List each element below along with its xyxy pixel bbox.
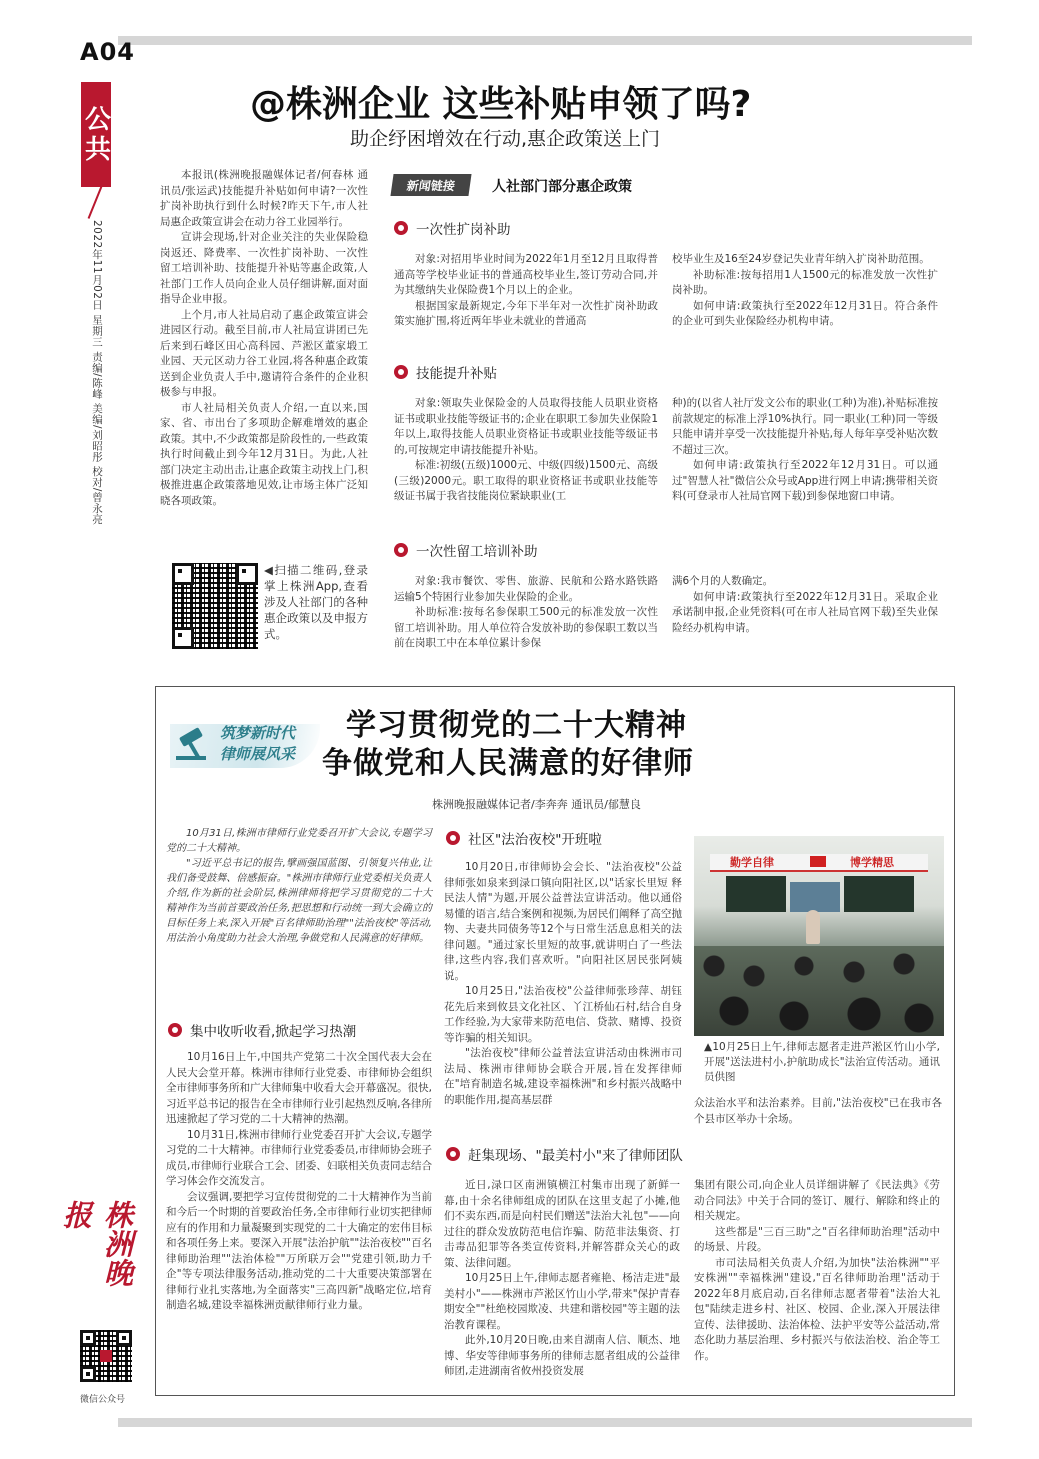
article1-qr-text: ◀扫描二维码,登录掌上株洲App,查看涉及人社部门的各种惠企政策以及申报方式。 (264, 563, 368, 641)
qr-seal-icon (100, 1350, 112, 1362)
screen (790, 882, 840, 912)
news-link-badge (390, 174, 471, 196)
sec2-para: 10月25日,"法治夜校"公益律师张珍萍、胡钰花先后来到攸县文化社区、丫江桥仙石村,结合自身工作经验,为大家带来防范电信、贷款、赌博、投资等诈骗的相关知识。 (444, 985, 682, 1044)
photo-banner-right: 博学精思 (850, 856, 894, 869)
students (694, 946, 944, 1036)
policy-para: 种)的(以省人社厅发文公布的职业(工种)为准),补贴标准按前款规定的标准上浮10%执行。同一职业(工种)同一等级只能申请并享受一次技能提升补贴,每人每年享受补贴次数不超过三次。 (672, 397, 938, 456)
article1-left-column (160, 168, 368, 509)
policy-section-title: 一次性留工培训补助 (416, 544, 538, 560)
article1-left-para: 本报讯(株洲晚报融媒体记者/何春林 通讯员/张运武)技能提升补贴如何申请?一次性扩岗补助执行到什么时候?昨天下午,市人社局惠企政策宣讲会在动力谷工业园举行。 (160, 169, 368, 228)
lead-para: 10月31日,株洲市律师行业党委召开扩大会议,专题学习党的二十大精神。 (166, 828, 432, 854)
article2-title-line2: 争做党和人民满意的好律师 (322, 746, 694, 781)
article2-section-heading (446, 1144, 683, 1164)
policy-para: 如何申请:政策执行至2022年12月31日。可以通过"智慧人社"微信公众号或App进行网上申请;携带相关资料(可登录市人社局官网下载)到参保地窗口申请。 (672, 459, 938, 502)
policy-section-title: 技能提升补贴 (416, 366, 497, 382)
classroom-photo (694, 836, 944, 1036)
article1-title: @株洲企业 这些补贴申领了吗? (250, 84, 752, 125)
article2-byline: 株洲晚报融媒体记者/李奔奔 通讯员/郁慧良 (432, 798, 641, 811)
policy-section-col2 (672, 252, 938, 330)
date-line: 2022年11月02日 星期三 责编/陈峰 美编/刘昭彤 校对/曾永亮 (91, 220, 103, 525)
policy-para: 校毕业生及16至24岁登记失业青年纳入扩岗补助范围。 (672, 253, 930, 265)
policy-para: 满6个月的人数确定。 (672, 575, 774, 587)
sec2-para: 10月20日,市律师协会会长、"法治夜校"公益律师张如泉来到渌口镇向阳社区,以"话家长里短 释民法人情"为题,开展公益普法宣讲活动。他以通俗易懂的语言,结合案例和视频,为居民们阐释了高空抛物、夫妻共同债务等12个与日常生活息息相关的法律问题。"通过家长里短的故事,就讲明白了一些法律,这些内容,我们喜欢听。"向阳社区居民张阿姨说。 (444, 861, 682, 982)
article2-section-heading (446, 828, 602, 848)
gavel-icon (176, 730, 210, 760)
sec3-para: 这些都是"三百三助"之"百名律师助治理"活动中的场景、片段。 (694, 1225, 940, 1253)
section-bullet-icon (446, 1147, 460, 1161)
sec2-para: "法治夜校"律师公益普法宣讲活动由株洲市司法局、株洲市律师协会联合开展,旨在发挥律师在"培育制造名城,建设幸福株洲"和乡村振兴战略中的职能作用,提高基层群 (444, 1047, 682, 1106)
section-bullet-icon (394, 365, 408, 379)
news-link-badge-label: 新闻链接 (405, 178, 456, 193)
brand-qr-code (80, 1330, 132, 1382)
section-bullet-icon (168, 1023, 182, 1037)
policy-section-heading (394, 540, 538, 560)
teacher (806, 910, 820, 944)
article1-qr-code (172, 563, 258, 649)
sec3-para: 10月25日上午,律师志愿者雍艳、杨洁走进"最美村小"——株洲市芦淞区竹山小学,带来"保护青春期安全""杜绝校园欺凌、共建和谐校园"等主题的法治教育课程。 (444, 1272, 680, 1331)
article2-sec3-col1 (444, 1178, 680, 1380)
policy-section-col2 (672, 574, 938, 636)
banner-line1: 筑梦新时代 (220, 724, 296, 742)
blackboard (726, 876, 786, 912)
article2-title-line1: 学习贯彻党的二十大精神 (346, 708, 687, 743)
article2-section-title: 赶集现场、"最美村小"来了律师团队 (468, 1148, 683, 1164)
policy-para: 对象:对招用毕业时间为2022年1月至12月且取得普通高等学校毕业证书的普通高校毕业生,签订劳动合同,并为其缴纳失业保险费1个月以上的企业。 (394, 253, 658, 296)
article2-sec3-col2 (694, 1178, 940, 1364)
article2-section-heading (168, 1020, 356, 1040)
section-bullet-icon (446, 831, 460, 845)
article1-left-para: 上个月,市人社局启动了惠企政策宣讲会进园区行动。截至目前,市人社局宣讲团已先后来到石峰区田心高科园、芦淞区董家塅工业园、天元区动力谷工业园,将各种惠企政策送到企业负责人手中,邀请符合条件的企业积极参与申报。 (160, 308, 368, 398)
sec3-para: 此外,10月20日晚,由来自湖南人信、顺杰、地博、华安等律师事务所的律师志愿者组成的公益律师团,走进湖南省攸州投资发展 (444, 1334, 680, 1377)
policy-para: 补助标准:按每名参保职工500元的标准发放一次性留工培训补助。用人单位符合发放补助的参保职工数以当前在岗职工中在本单位累计参保 (394, 606, 658, 649)
policy-section-heading (394, 218, 511, 238)
brand-caption: 微信公众号 (80, 1395, 126, 1405)
article1-left-para: 宣讲会现场,针对企业关注的失业保险稳岗返还、降费率、一次性扩岗补助、一次性留工培训补助、技能提升补贴等惠企政策,人社部门工作人员向企业人员仔细讲解,面对面指导企业申报。 (160, 231, 368, 305)
top-gray-bar (118, 36, 972, 45)
flag-icon (810, 856, 826, 867)
policy-para: 根据国家最新规定,今年下半年对一次性扩岗补助政策实施扩围,将近两年毕业未就业的普通高 (394, 299, 658, 327)
article1-subtitle: 助企纾困增效在行动,惠企政策送上门 (350, 128, 661, 150)
article2-banner (170, 716, 320, 768)
brand-logo: 株洲晚报 (59, 1200, 134, 1287)
sec3-para: 市司法局相关负责人介绍,为加快"法治株洲""平安株洲""幸福株洲"建设,"百名律师助治理"活动于2022年8月底启动,百名律师志愿者带着"法治大礼包"陆续走进乡村、社区、校园、企业,深入开展法律宣传、法律援助、法治体检、法护平安等公益活动,常态化助力基层治理、乡村振兴与依法治校、治企等工作。 (694, 1256, 940, 1362)
article2-right-cont: 众法治水平和法治素养。目前,"法治夜校"已在我市各个县市区举办十余场。 (694, 1097, 942, 1125)
sec1-para: 会议强调,要把学习宣传贯彻党的二十大精神作为当前和今后一个时期的首要政治任务,全市律师行业切实把律师应有的作用和力量凝聚到实现党的二十大确定的宏伟目标和各项任务上来。要深入开展"法治护航""法治夜校""百名律师助治理""法治体检""万所联万会""党建引领,助力千企"等专项法律服务活动,推动党的二十大重要决策部署在律师行业扎实落地,为全面落实"三高四新"战略定位,培育制造名城,建设幸福株洲贡献律师行业力量。 (166, 1190, 432, 1311)
policy-section-heading (394, 362, 497, 382)
policy-section-col1 (394, 574, 658, 652)
policy-section-col2 (672, 396, 938, 505)
section-label: 公共 (81, 82, 111, 187)
sec1-para: 10月31日,株洲市律师行业党委召开扩大会议,专题学习党的二十大精神。市律师行业党委委员,市律师协会班子成员,市律师行业联合工会、团委、妇联相关负责同志结合学习体会作交流发言。 (166, 1128, 432, 1187)
policy-para: 标准:初级(五级)1000元、中级(四级)1500元、高级(三级)2000元。职工取得的职业资格证书或职业技能等级证书属于我省技能岗位紧缺职业(工 (394, 459, 658, 502)
policy-para: 补助标准:按每招用1人1500元的标准发放一次性扩岗补助。 (672, 268, 938, 296)
page-number: A04 (80, 38, 135, 66)
policy-section-col1 (394, 396, 658, 505)
sec1-para: 10月16日上午,中国共产党第二十次全国代表大会在人民大会堂开幕。株洲市律师行业党委、市律师协会组织全市律师事务所和广大律师集中收看大会开幕盛况。很快,习近平总书记的报告在全市律师行业引起热烈反响,各律所迅速掀起了学习党的二十大精神的热潮。 (166, 1051, 432, 1125)
section-bullet-icon (394, 543, 408, 557)
policy-para: 对象:我市餐饮、零售、旅游、民航和公路水路铁路运输5个特困行业参加失业保险的企业。 (394, 575, 658, 603)
banner-line2: 律师展风采 (220, 745, 296, 763)
sec3-para: 集团有限公司,向企业人员详细讲解了《民法典》《劳动合同法》中关于合同的签订、履行、解除和终止的相关规定。 (694, 1179, 940, 1222)
photo-caption: ▲10月25日上午,律师志愿者走进芦淞区竹山小学,开展"送法进村小,护航助成长"法治宣传活动。通讯员供图 (704, 1041, 940, 1083)
article2-section-title: 社区"法治夜校"开班啦 (468, 832, 602, 848)
article2-section-title: 集中收听收看,掀起学习热潮 (190, 1024, 357, 1040)
policy-para: 对象:领取失业保险金的人员取得技能人员职业资格证书或职业技能等级证书的;企业在职职工参加失业保险1年以上,取得技能人员职业资格证书或职业技能等级证书的,可按规定申请技能提升补贴。 (394, 397, 658, 456)
policy-para: 如何申请:政策执行至2022年12月31日。采取企业承诺制申报,企业凭资料(可在市人社局官网下载)至失业保险经办机构申请。 (672, 590, 938, 634)
policy-para: 如何申请:政策执行至2022年12月31日。符合条件的企业可到失业保险经办机构申请。 (672, 299, 938, 327)
news-link-title: 人社部门部分惠企政策 (492, 179, 632, 195)
article2-sec1-body (166, 1050, 432, 1314)
article2-lead (166, 826, 432, 946)
article1-left-para: 市人社局相关负责人介绍,一直以来,国家、省、市出台了多项助企解难增效的惠企政策。其中,不少政策都是阶段性的,一些政策执行时间截止到今年12月31日。为此,人社部门决定主动出击,让惠企政策主动找上门,积极推进惠企政策落地见效,让市场主体广泛知晓各项政策。 (160, 401, 368, 507)
section-bullet-icon (394, 221, 408, 235)
bottom-gray-bar (118, 1418, 972, 1427)
policy-section-title: 一次性扩岗补助 (416, 222, 511, 238)
sec3-para: 近日,渌口区南洲镇横江村集市出现了新鲜一幕,由十余名律师组成的团队在这里支起了小摊,他们不卖东西,而是向村民们赠送"法治大礼包"——向过往的群众发放防范电信诈骗、防范非法集资、打击毒品犯罪等各类宣传资料,并解答群众关心的政策、法律问题。 (444, 1179, 680, 1269)
photo-banner (710, 854, 928, 872)
photo-banner-left: 勤学自律 (730, 856, 774, 869)
policy-section-col1 (394, 252, 658, 330)
lead-para: "习近平总书记的报告,擘画强国蓝图、引领复兴伟业,让我们备受鼓舞、倍感振奋。"株洲市律师行业党委相关负责人介绍,作为新的社会阶层,株洲律师将把学习贯彻党的二十大精神作为当前首要政治任务,把思想和行动统一到大会确立的目标任务上来,深入开展"百名律师助治理""法治夜校"等活动,用法治小角度助力社会大治理,争做党和人民满意的好律师。 (166, 858, 432, 944)
article2-sec2-body (444, 860, 682, 1108)
blackboard-right (844, 876, 914, 912)
